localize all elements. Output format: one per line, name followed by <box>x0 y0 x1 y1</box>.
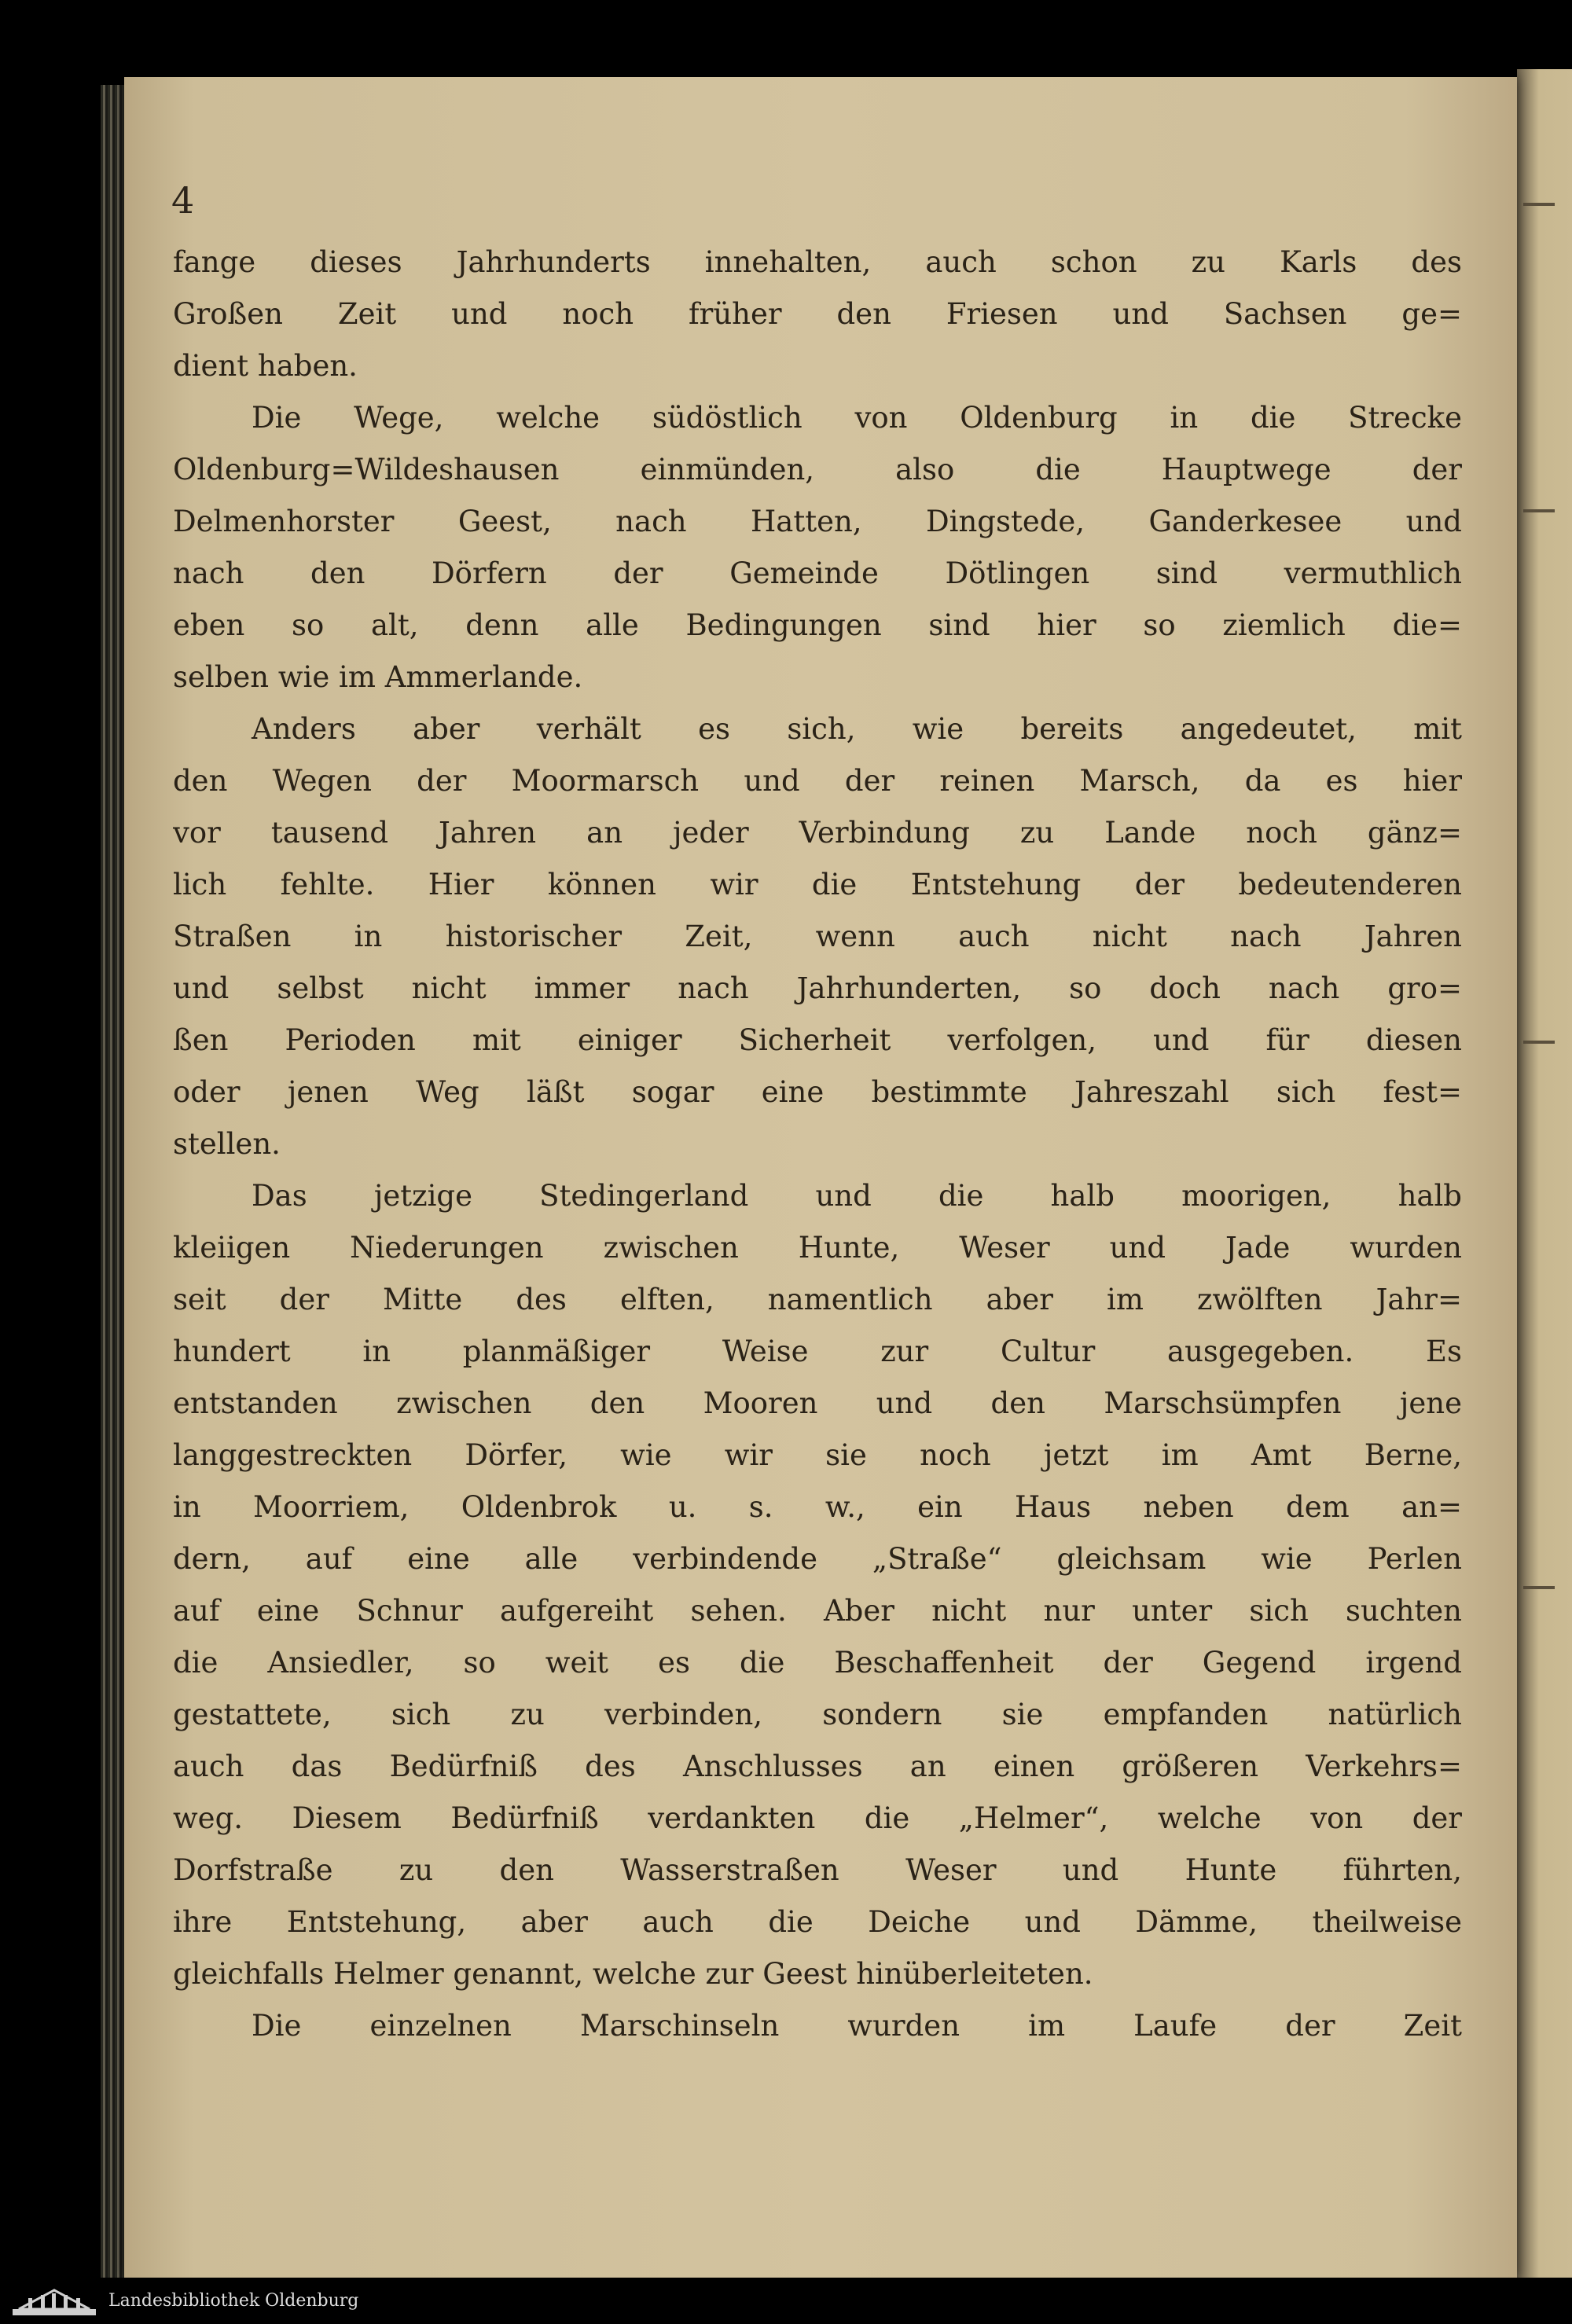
text-line: selben wie im Ammerlande. <box>173 660 583 694</box>
body-text <box>173 245 1462 2076</box>
book-spine <box>101 85 124 2278</box>
text-line: Großen Zeit und noch früher den Friesen und Sachsen ge= <box>173 297 1462 331</box>
text-line: in Moorriem, Oldenbrok u. s. w., ein Haus neben dem an= <box>173 1490 1462 1524</box>
text-line: dern, auf eine alle verbindende „Straße“ gleichsam wie Perlen <box>173 1542 1462 1576</box>
text-line: gleichfalls Helmer genannt, welche zur Geest hinüberleiteten. <box>173 1957 1093 1991</box>
text-line: Das jetzige Stedingerland und die halb moorigen, halb <box>252 1179 1462 1213</box>
edge-mark <box>1523 1041 1555 1044</box>
text-line: hundert in planmäßiger Weise zur Cultur ausgegeben. Es <box>173 1335 1462 1368</box>
page-number: 4 <box>171 179 195 222</box>
text-line: entstanden zwischen den Mooren und den Marschsümpfen jene <box>173 1386 1462 1420</box>
text-line: dient haben. <box>173 349 358 383</box>
facing-page-edge <box>1517 69 1572 2278</box>
text-line: Dorfstraße zu den Wasserstraßen Weser und Hunte führten, <box>173 1853 1462 1887</box>
text-line: kleiigen Niederungen zwischen Hunte, Weser und Jade wurden <box>173 1231 1462 1265</box>
edge-mark <box>1523 203 1555 206</box>
text-line: auch das Bedürfniß des Anschlusses an einen größeren Verkehrs= <box>173 1749 1462 1783</box>
edge-mark <box>1523 509 1555 512</box>
edge-mark <box>1523 1586 1555 1589</box>
text-line: lich fehlte. Hier können wir die Entstehung der bedeutenderen <box>173 868 1462 901</box>
text-line: ßen Perioden mit einiger Sicherheit verfolgen, und für diesen <box>173 1023 1462 1057</box>
text-line: nach den Dörfern der Gemeinde Dötlingen sind vermuthlich <box>173 556 1462 590</box>
text-line: Die Wege, welche südöstlich von Oldenburg in die Strecke <box>252 401 1462 435</box>
text-line: stellen. <box>173 1127 281 1161</box>
text-line: langgestreckten Dörfer, wie wir sie noch jetzt im Amt Berne, <box>173 1438 1462 1472</box>
text-line: fange dieses Jahrhunderts innehalten, auch schon zu Karls des <box>173 245 1462 279</box>
text-line: eben so alt, denn alle Bedingungen sind hier so ziemlich die= <box>173 608 1462 642</box>
text-line: Straßen in historischer Zeit, wenn auch nicht nach Jahren <box>173 920 1462 953</box>
text-line: auf eine Schnur aufgereiht sehen. Aber nicht nur unter sich suchten <box>173 1594 1462 1628</box>
text-line: vor tausend Jahren an jeder Verbindung zu Lande noch gänz= <box>173 816 1462 850</box>
text-line: Anders aber verhält es sich, wie bereits angedeutet, mit <box>252 712 1462 746</box>
text-line: Die einzelnen Marschinseln wurden im Laufe der Zeit <box>252 2009 1462 2043</box>
text-line: seit der Mitte des elften, namentlich aber im zwölften Jahr= <box>173 1283 1462 1316</box>
text-line: weg. Diesem Bedürfniß verdankten die „Helmer“, welche von der <box>173 1801 1462 1835</box>
text-line: die Ansiedler, so weit es die Beschaffenheit der Gegend irgend <box>173 1646 1462 1680</box>
text-line: gestattete, sich zu verbinden, sondern sie empfanden natürlich <box>173 1698 1462 1731</box>
text-line: den Wegen der Moormarsch und der reinen Marsch, da es hier <box>173 764 1462 798</box>
text-line: Oldenburg=Wildeshausen einmünden, also die Hauptwege der <box>173 453 1462 486</box>
text-line: oder jenen Weg läßt sogar eine bestimmte Jahreszahl sich fest= <box>173 1075 1462 1109</box>
text-line: ihre Entstehung, aber auch die Deiche und Dämme, theilweise <box>173 1905 1462 1939</box>
text-line: und selbst nicht immer nach Jahrhunderten, so doch nach gro= <box>173 971 1462 1005</box>
library-name: Landesbibliothek Oldenburg <box>108 2291 359 2311</box>
library-logo-icon <box>11 2285 97 2318</box>
text-line: Delmenhorster Geest, nach Hatten, Dingstede, Ganderkesee und <box>173 505 1462 538</box>
